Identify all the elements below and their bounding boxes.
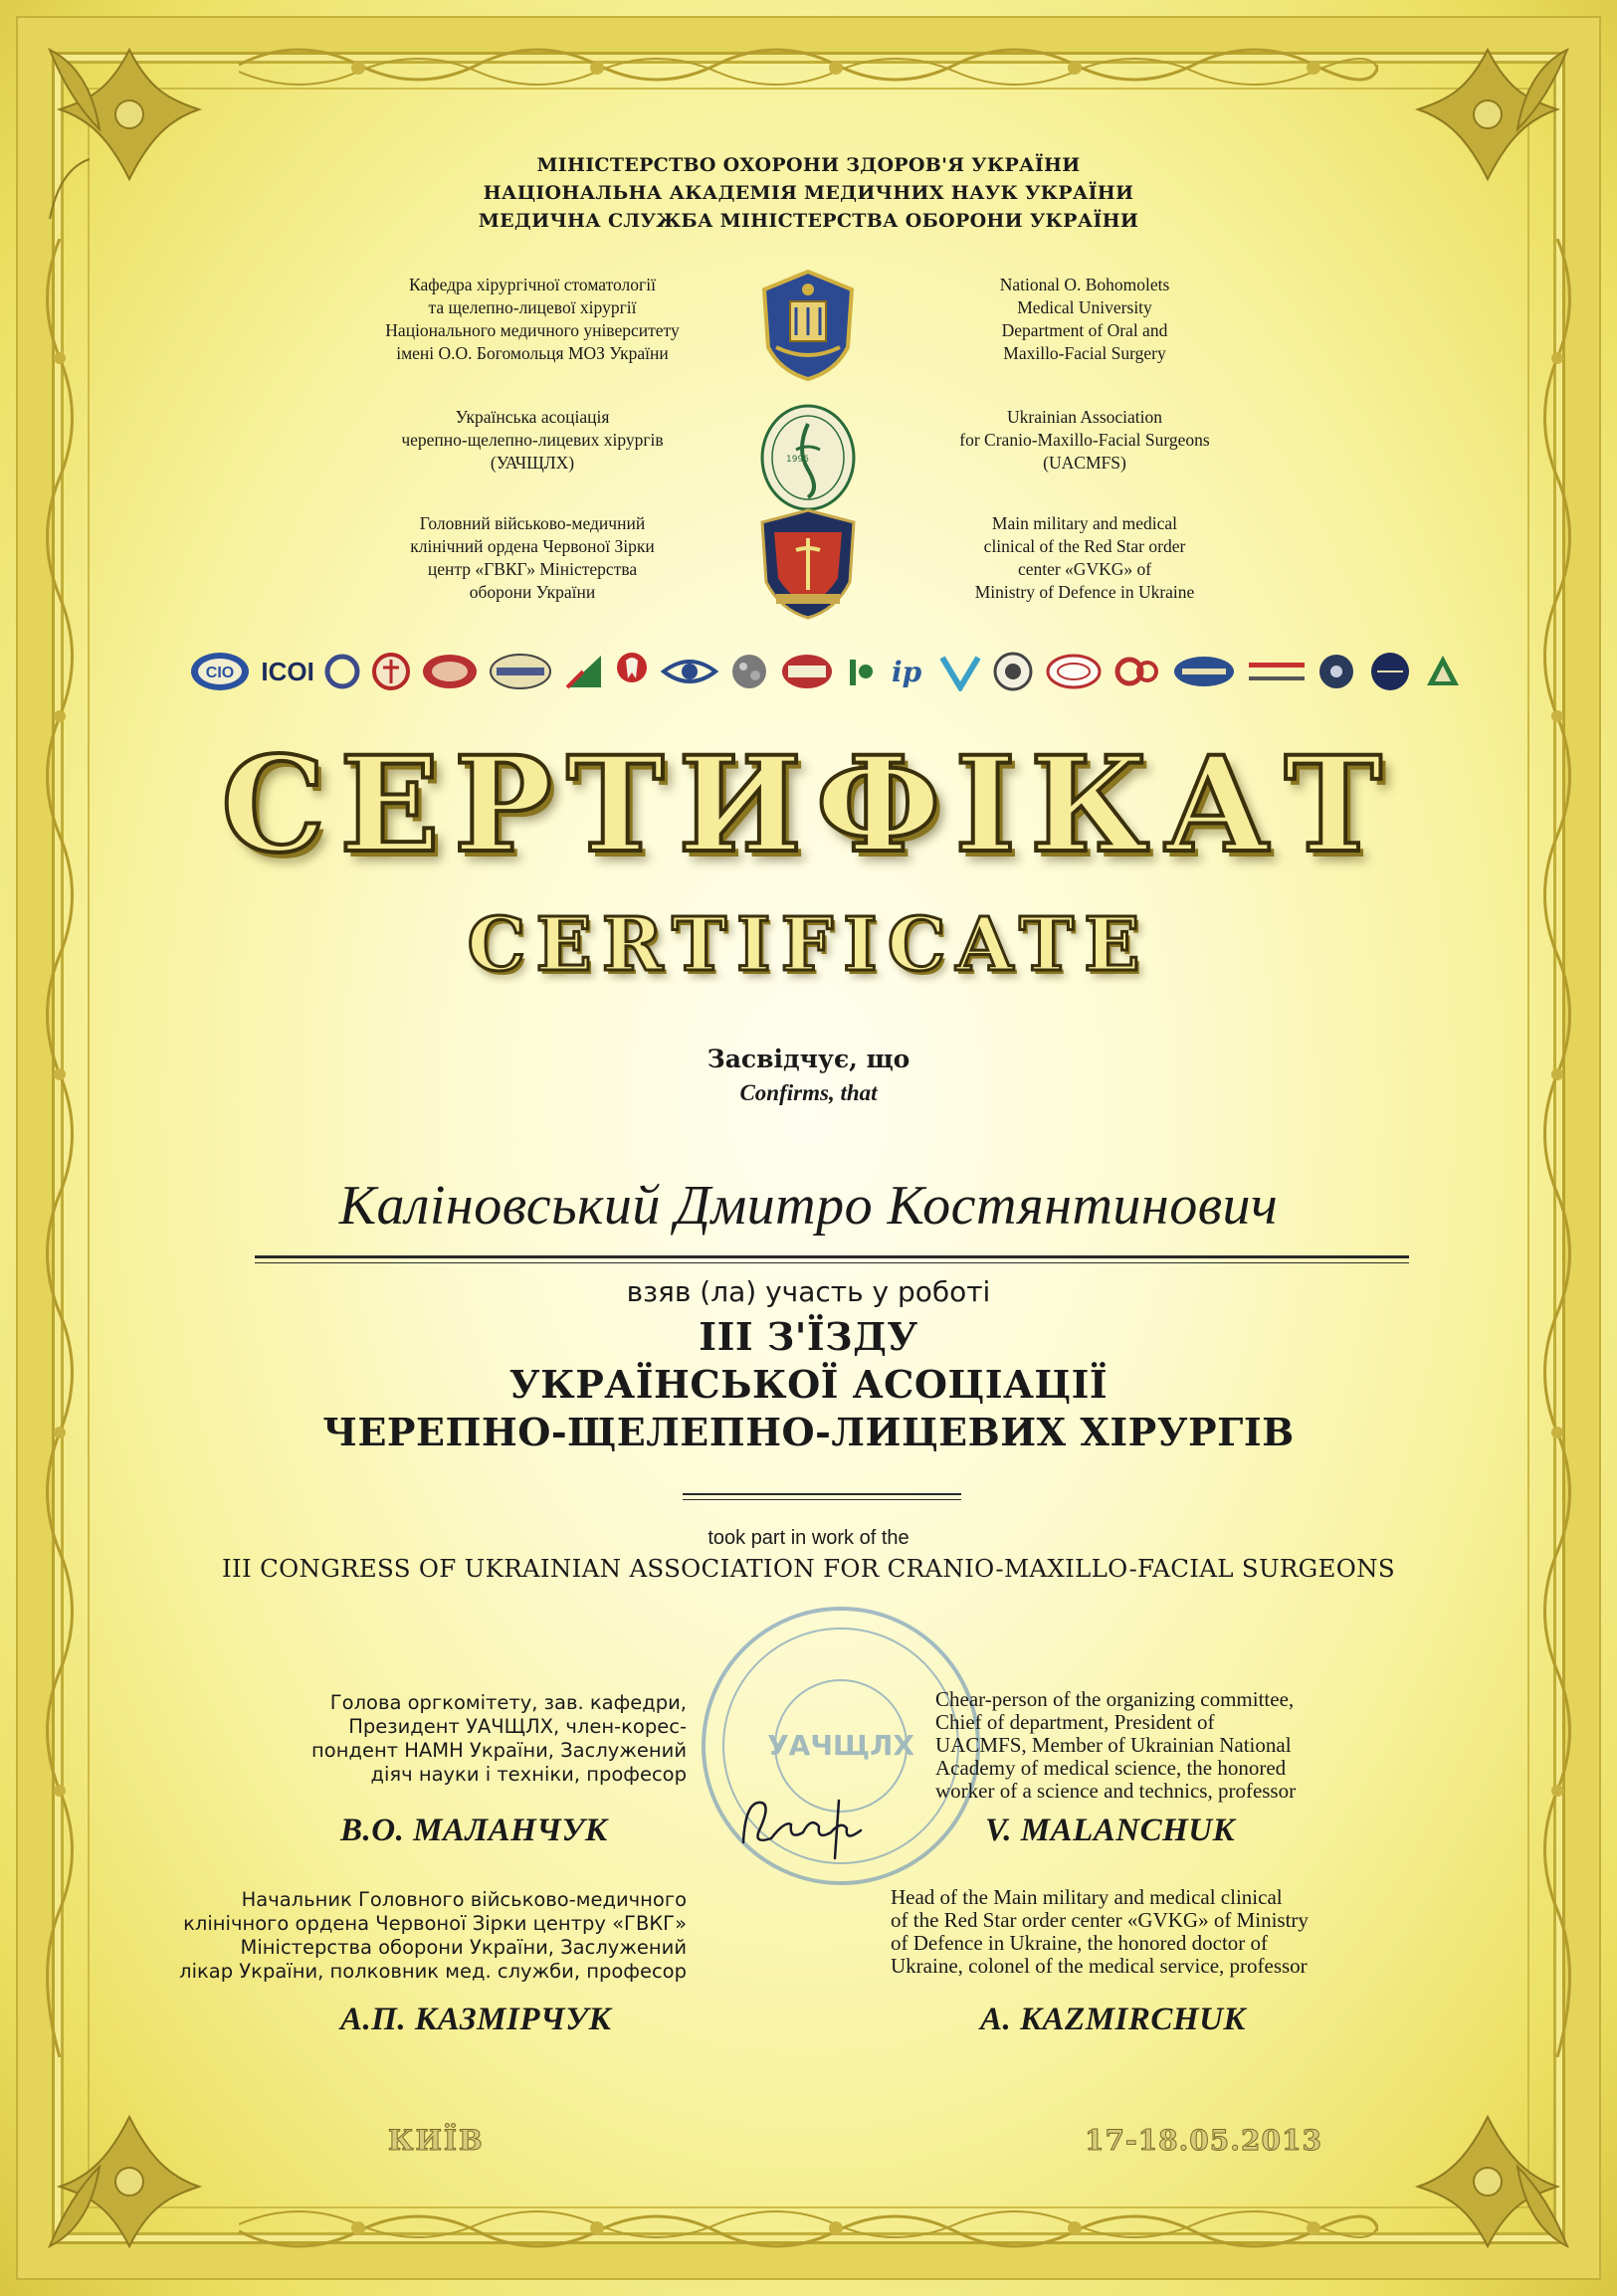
institution-row: [338, 406, 1279, 515]
text-line: Maxillo-Facial Surgery: [1003, 343, 1166, 363]
text-line: III З'ЇЗДУ: [699, 1314, 918, 1359]
text-line: Кафедра хірургічної стоматології: [409, 275, 656, 294]
text-line: of the Red Star order center «GVKG» of Ministry: [891, 1908, 1309, 1932]
text-line: УКРАЇНСЬКОЇ АСОЦІАЦІЇ: [508, 1362, 1109, 1407]
text-line: (UACMFS): [1043, 453, 1126, 473]
oval-red-logo-icon: [421, 652, 479, 691]
handwritten-signature-icon: [731, 1781, 881, 1860]
text-line: Chief of department, President of: [935, 1710, 1215, 1734]
text-line: Головний військово-медичний: [419, 513, 646, 533]
congress-title-ua: [0, 1313, 1617, 1456]
text-line: клінічного ордена Червоної Зірки центру «ГВКГ»: [183, 1912, 687, 1935]
divider: [683, 1493, 961, 1500]
text-line: for Cranio-Maxillo-Facial Surgeons: [959, 430, 1210, 450]
dl-clinic-logo-icon: [1367, 651, 1413, 692]
confirms-label-en: Confirms, that: [739, 1080, 878, 1105]
signatory-title-ua: [179, 1888, 687, 1984]
top-border-ornament: [239, 30, 1378, 99]
text-line: center «GVKG» of: [1017, 559, 1152, 579]
institution-name-en: [891, 274, 1279, 365]
left-border-ornament: [30, 239, 90, 2057]
text-line: Chear-person of the organizing committee,: [935, 1687, 1295, 1711]
issue-city: КИЇВ: [388, 2124, 485, 2157]
confirms-label-ua: Засвідчує, що: [707, 1045, 910, 1073]
ip-logo-icon: [888, 652, 927, 691]
svg-text:ip: ip: [892, 656, 922, 688]
flag-logo-icon: [780, 652, 834, 691]
text-line: of Defence in Ukraine, the honored doctor of: [891, 1931, 1269, 1955]
institution-name-en: [891, 406, 1279, 475]
icoi-logo-text: ICOI: [261, 656, 314, 686]
dental-assoc-logo-icon: [489, 652, 552, 691]
text-line: Українська асоціація: [455, 407, 610, 427]
signatory-title-en: [891, 1886, 1309, 1978]
text-line: Ukrainian Association: [1006, 407, 1162, 427]
text-line: ЧЕРЕПНО-ЩЕЛЕПНО-ЛИЦЕВИХ ХІРУРГІВ: [322, 1410, 1295, 1454]
text-line: Голова оргкомітету, зав. кафедри,: [329, 1691, 687, 1714]
text-line: Президент УАЧЩЛХ, член-корес-: [348, 1715, 687, 1738]
association-seal-icon: [756, 400, 861, 515]
text-line: worker of a science and technics, professor: [935, 1779, 1297, 1803]
cio-logo-icon: [189, 651, 251, 692]
red-cc-logo-icon: [1112, 652, 1162, 691]
text-line: clinical of the Red Star order: [983, 536, 1186, 556]
cio-logo-text: CIO: [205, 665, 235, 681]
chevron-logo-icon: [938, 652, 982, 691]
text-line: Ministry of Defence in Ukraine: [974, 582, 1195, 602]
issuing-authorities: [0, 151, 1617, 235]
text-line: Academy of medical science, the honored: [935, 1756, 1287, 1780]
text-line: імені О.О. Богомольця МОЗ України: [396, 343, 669, 363]
text-line: Main military and medical: [991, 513, 1178, 533]
recipient-name: Каліновський Дмитро Костянтинович: [338, 1175, 1279, 1237]
green-triangle-logo-icon: [1423, 652, 1463, 691]
text-line: діяч науки і техніки, професор: [370, 1763, 687, 1786]
text-line: UACMFS, Member of Ukrainian National: [935, 1733, 1292, 1757]
authority-line: НАЦІОНАЛЬНА АКАДЕМІЯ МЕДИЧНИХ НАУК УКРАЇНИ: [483, 182, 1134, 204]
ring-logo-icon: [324, 652, 360, 691]
corner-fleur-ornament-icon: [30, 2067, 229, 2266]
institution-name-ua: [338, 274, 726, 365]
university-crest-icon: [756, 268, 861, 383]
gear-seal-logo-icon: [992, 651, 1034, 692]
signatory-title-en: [935, 1688, 1296, 1803]
blue-badge-logo-icon: [1172, 654, 1236, 689]
text-line: Head of the Main military and medical clinical: [891, 1885, 1283, 1909]
issue-date: 17-18.05.2013: [1085, 2124, 1322, 2157]
institution-name-ua: [338, 406, 726, 475]
institution-row: [338, 512, 1279, 622]
text-line: Department of Oral and: [1001, 320, 1168, 340]
participation-text-ua: взяв (ла) участь у роботі: [626, 1275, 991, 1308]
text-line: клінічний ордена Червоної Зірки: [410, 536, 655, 556]
authority-line: МЕДИЧНА СЛУЖБА МІНІСТЕРСТВА ОБОРОНИ УКРАЇНИ: [478, 210, 1139, 232]
signatory-name-en: V. MALANCHUK: [985, 1813, 1236, 1848]
icoi-logo-icon: [261, 657, 313, 687]
signatory-name-ua: А.П. КАЗМІРЧУК: [340, 2002, 612, 2037]
text-line: центр «ГВКГ» Міністерства: [427, 559, 638, 579]
text-line: Міністерства оборони України, Заслужений: [240, 1936, 687, 1959]
signatory-name-en: A. KAZMIRCHUK: [980, 2002, 1246, 2037]
text-line: National O. Bohomolets: [999, 275, 1170, 294]
name-underline: [255, 1255, 1409, 1263]
tooth-logo-icon: [615, 651, 649, 692]
white-oval-logo-icon: [1045, 652, 1103, 691]
certificate-title-en: CERTIFICATE: [467, 902, 1150, 988]
corner-fleur-ornament-icon: [1388, 2067, 1587, 2266]
certificate-title-ua: СЕРТИФІКАТ: [221, 728, 1396, 882]
institution-row: [338, 274, 1279, 383]
stamp-center-text: УАЧЩЛХ: [767, 1729, 914, 1762]
text-line: Національного медичного університету: [385, 320, 680, 340]
text-line: пондент НАМН України, Заслужений: [311, 1739, 687, 1762]
bottom-border-ornament: [239, 2197, 1378, 2266]
diagonal-logo-icon: [563, 652, 605, 691]
text-line: Medical University: [1017, 297, 1152, 317]
military-shield-icon: [756, 506, 861, 622]
institution-name-ua: [338, 512, 726, 604]
institution-name-en: [891, 512, 1279, 604]
right-border-ornament: [1527, 239, 1587, 2057]
congress-title-en: III CONGRESS OF UKRAINIAN ASSOCIATION FOR CRANIO-MAXILLO-FACIAL SURGEONS: [222, 1554, 1395, 1583]
text-line: оборони України: [469, 582, 596, 602]
stone-logo-icon: [729, 652, 769, 691]
text-line: та щелепно-лицевої хірургії: [428, 297, 637, 317]
text-line: Ukraine, colonel of the medical service, professor: [891, 1954, 1308, 1978]
seal-year: 1996: [786, 455, 809, 465]
text-line: (УАЧЩЛХ): [490, 453, 575, 473]
text-line: черепно-щелепно-лицевих хірургів: [401, 430, 664, 450]
green-figure-logo-icon: [844, 652, 878, 691]
text-line: лікар України, полковник мед. служби, професор: [179, 1960, 687, 1983]
eye-logo-icon: [660, 652, 719, 691]
sponsor-logo-strip: [189, 647, 1463, 696]
authority-line: МІНІСТЕРСТВО ОХОРОНИ ЗДОРОВ'Я УКРАЇНИ: [536, 154, 1081, 176]
text-line: Начальник Головного військово-медичного: [241, 1888, 687, 1911]
dark-circle-logo-icon: [1316, 652, 1356, 691]
signatory-title-ua: [311, 1691, 687, 1787]
red-emblem-logo-icon: [371, 652, 411, 691]
signatory-name-ua: В.О. МАЛАНЧУК: [340, 1813, 608, 1848]
line-logo-icon: [1247, 657, 1307, 686]
participation-text-en: took part in work of the: [707, 1527, 910, 1549]
